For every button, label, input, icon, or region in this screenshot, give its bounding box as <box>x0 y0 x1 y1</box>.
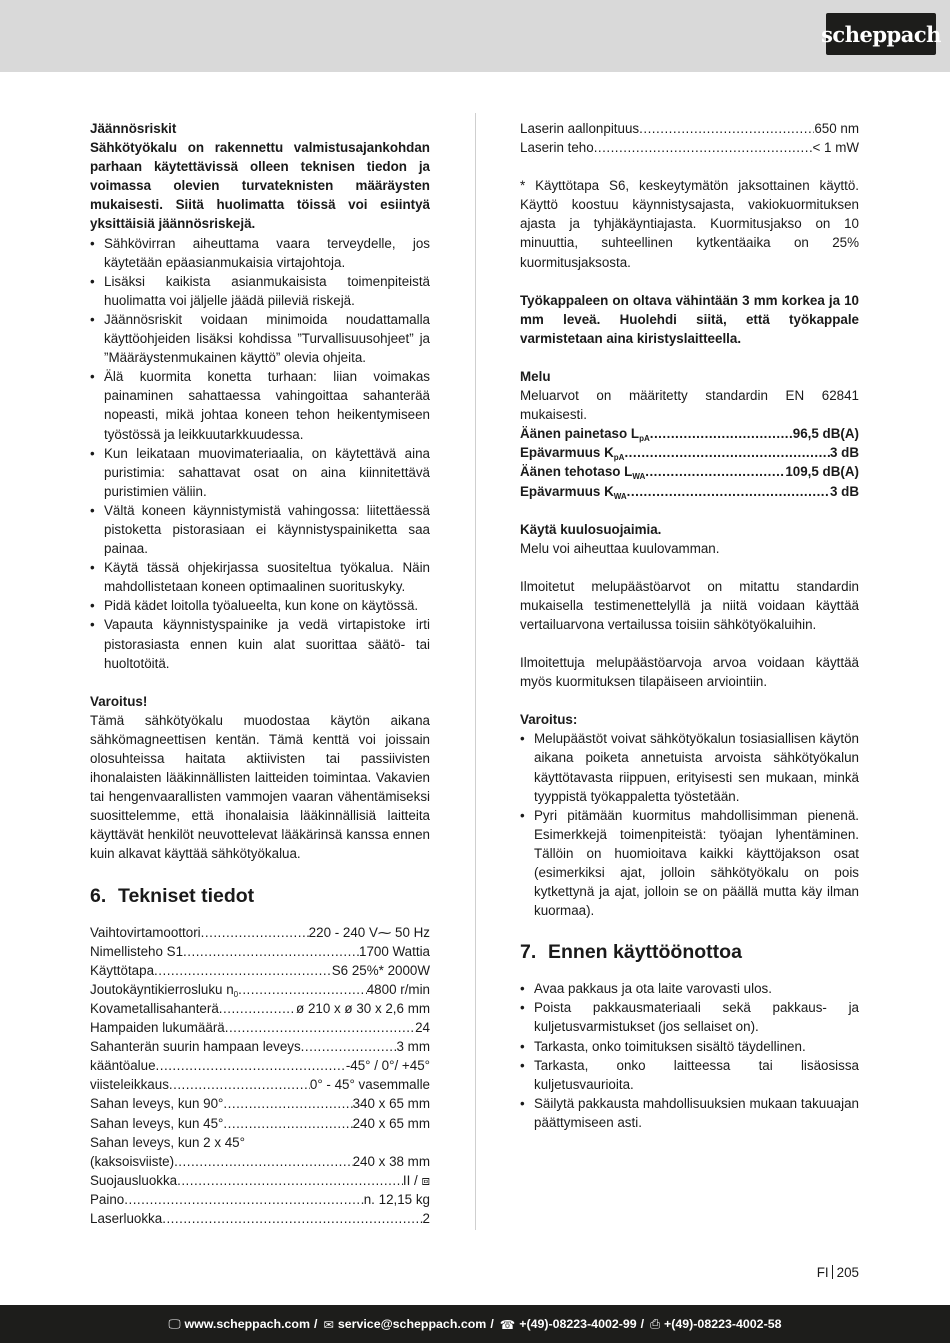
spec-list <box>90 923 430 1229</box>
spec-label: Sahan leveys, kun 2 x 45° <box>90 1134 245 1150</box>
spec-label: Laserin aallonpituus <box>520 121 640 136</box>
spec-value: ø 210 x ø 30 x 2,6 mm <box>296 1000 430 1016</box>
spec-row <box>90 942 430 961</box>
spec-value: 3 dB <box>829 445 859 461</box>
spec-value: 109,5 dB(A) <box>785 464 859 480</box>
spec-row <box>90 1209 430 1228</box>
spec-label: Äänen painetaso $L_{pA}$ <box>520 426 650 444</box>
spec-value: 650 nm <box>814 121 859 136</box>
list-item: • Jäännösriskit voidaan minimoida noudattamalla käyttöohjeiden lisäksi kohdissa ”Turvallisuusohjeet” ja ”Määräystenmukainen käyttö” olevia ohjeita. <box>90 310 430 367</box>
section-heading-startup <box>520 939 859 965</box>
hearing-text: Melu voi aiheuttaa kuulovamman. <box>520 540 720 556</box>
spec-row <box>90 999 430 1018</box>
spec-value: 3 dB <box>829 483 859 499</box>
spec-label: Paino <box>90 1191 125 1207</box>
operating-mode-footnote: * Käyttötapa S6, keskeytymätön jaksottainen käyttö. Käyttö koostuu käynnistysajasta, vakiokuormituksen ajasta ja tyhjäkäyntiajasta. Kuormitusjakso on 10 minuuttia, suhteellinen kytkentäaika on 25% kuormitusjaksosta. <box>520 178 859 270</box>
spec-label: Äänen tehotaso $L_{WA}$ <box>520 464 646 482</box>
emf-warning-title: Varoitus! <box>90 693 148 709</box>
spec-row <box>90 1075 430 1094</box>
residual-title: Jäännösriskit <box>90 121 177 136</box>
spec-value: 0° - 45° vasemmalle <box>309 1077 430 1093</box>
hearing-title: Käytä kuulosuojaimia. <box>520 521 662 537</box>
spec-value: 4800 r/min <box>366 981 430 997</box>
list-item: • Pyri pitämään kuormitus mahdollisimman pienenä. Esimerkkejä toimenpiteistä: työajan lyhentäminen. Tällöin on huomioitava kaikki käyttöjakson osat (esimerkiksi ajat, jolloin sähkötyökalu on pois kytkettynä ja ajat, jolloin se on päällä mutta käy ilman kuormaa). <box>520 806 859 921</box>
spec-label: Laserin teho <box>520 140 594 156</box>
spec-value: 2 <box>422 1210 430 1226</box>
spec-row <box>520 138 859 157</box>
page-number <box>790 1265 859 1280</box>
header-bar <box>0 0 950 72</box>
spec-label: Sahanterän suurin hampaan leveys <box>90 1039 301 1055</box>
spec-value: -45° / 0°/ +45° <box>345 1058 430 1074</box>
spec-value: 1700 Wattia <box>359 943 430 959</box>
noise-para-1: Ilmoitetut melupäästöarvot on mitattu standardin mukaisella testimenettelyllä ja niitä voidaan käyttää vertailuarvona vertailussa toisiin sähkötyökaluihin. <box>520 578 859 632</box>
spec-label: Vaihtovirtamoottori <box>90 924 201 940</box>
spec-label: Kovametallisahanterä <box>90 1000 219 1016</box>
section-heading-tech <box>90 883 430 909</box>
spec-label: Laserluokka <box>90 1210 163 1226</box>
spec-label: Suojausluokka <box>90 1172 178 1188</box>
list-item: • Käytä tässä ohjekirjassa suositeltua työkalua. Näin mahdollistetaan koneen optimaalinen suorituskyky. <box>90 558 430 596</box>
spec-row <box>90 1190 430 1209</box>
spec-value: II / ⧈ <box>402 1172 430 1188</box>
section-title: Tekniset tiedot <box>118 884 255 907</box>
spec-label: Epävarmuus $K_{WA}$ <box>520 483 627 501</box>
spec-row <box>90 961 430 980</box>
noise-para-2: Ilmoitettuja melupäästöarvoja arvoa voidaan käyttää myös kuormituksen tilapäiseen arviointiin. <box>520 655 859 690</box>
list-item: • Sähkövirran aiheuttama vaara terveydelle, jos käytetään epäasianmukaisia virtajohtoja. <box>90 234 430 272</box>
list-item: • Älä kuormita konetta turhaan: liian voimakas painaminen sahattaessa vahingoittaa sahanterää nopeasti, mikä johtaa koneen tehon heikentymiseen työstössä ja leikkuutarkkuudessa. <box>90 367 430 443</box>
spec-row <box>90 1018 430 1037</box>
footer-fax: +(49)-08223-4002-58 <box>664 1317 782 1331</box>
residual-list <box>90 234 430 673</box>
list-item: • Avaa pakkaus ja ota laite varovasti ulos. <box>520 979 859 998</box>
phone-icon: ☎ <box>499 1316 516 1332</box>
emf-warning-text: Tämä sähkötyökalu muodostaa käytön aikana sähkömagneettisen kentän. Tämä kenttä voi joissain olosuhteissa haitata aktiivisten tai passiivisten ihonalaisten lääkinnällisten laitteiden toimintaa. Vakavien tai hengenvaarallisten vammojen vaaran vähentämiseksi suosittelemme, että ihonalaisia lääkinnällisiä laitteita käyttävät henkilöt neuvottelevat lääkärinsä kanssa ennen kuin alkavat käyttää sähkötyökalua. <box>90 712 430 862</box>
list-item: • Melupäästöt voivat sähkötyökalun tosiasiallisen käytön aikana poiketa annetuista arvoista sähkötyökalun käyttötavasta riippuen, erityisesti sen mukaan, minkä tyyppistä työkappaletta työstetään. <box>520 729 859 805</box>
section-number: 7. <box>520 941 537 964</box>
noise-row <box>520 443 859 462</box>
spec-row <box>520 119 859 138</box>
mail-icon: ✉ <box>323 1316 334 1332</box>
spec-value: n. 12,15 kg <box>363 1191 430 1207</box>
spec-label: viisteleikkaus <box>90 1077 169 1093</box>
footer-bar: 🖵 www.scheppach.com / ✉ service@scheppach.com / ☎ +(49)-08223-4002-99 / ⎙ +(49)-08223-4002-58 <box>0 1305 950 1343</box>
spec-value: 340 x 65 mm <box>352 1096 430 1112</box>
spec-row <box>90 1171 430 1190</box>
fax-icon: ⎙ <box>650 1316 661 1331</box>
spec-label: Joutokäyntikierrosluku $n_0$ <box>90 981 239 999</box>
spec-label: Nimellisteho S1 <box>90 943 184 959</box>
spec-row <box>90 1152 430 1171</box>
list-item: • Poista pakkausmateriaali sekä pakkaus- ja kuljetusvarmistukset (jos sellaiset on). <box>520 998 859 1036</box>
noise-row <box>520 462 859 481</box>
column-divider <box>475 113 476 1230</box>
left-column <box>90 119 430 1228</box>
spec-label: Hampaiden lukumäärä <box>90 1020 225 1036</box>
footer-web[interactable]: www.scheppach.com <box>184 1317 311 1331</box>
spec-value: 3 mm <box>396 1039 430 1055</box>
computer-icon: 🖵 <box>168 1316 181 1331</box>
spec-label: Sahan leveys, kun 90° <box>90 1096 224 1112</box>
spec-label: Käyttötapa <box>90 962 155 978</box>
spec-row <box>90 1037 430 1056</box>
scheppach-logo: scheppach <box>826 13 936 55</box>
spec-value: < 1 mW <box>812 140 859 156</box>
noise-title: Melu <box>520 368 551 384</box>
page-lang: FI <box>816 1265 829 1280</box>
footer-email[interactable]: service@scheppach.com <box>337 1317 487 1331</box>
spec-label: Sahan leveys, kun 45° <box>90 1115 224 1131</box>
residual-intro: Sähkötyökalu on rakennettu valmistusajankohdan parhaan käytettävissä olleen teknisen tiedon ja voimassa olevien turvateknisten määräysten mukaisesti. Siitä huolimatta töissä voi esiintyä yksittäisiä jäännösriskejä. <box>90 140 430 232</box>
list-item: • Tarkasta, onko toimituksen sisältö täydellinen. <box>520 1037 859 1056</box>
noise-warning-title: Varoitus: <box>520 712 578 728</box>
list-item: • Tarkasta, onko laitteessa tai lisäosissa kuljetusvaurioita. <box>520 1056 859 1094</box>
spec-value: 240 x 65 mm <box>352 1115 430 1131</box>
workpiece-note: Työkappaleen on oltava vähintään 3 mm korkea ja 10 mm leveä. Huolehdi siitä, että työkappale varmistetaan aina kiristyslaitteella. <box>520 292 859 346</box>
spec-value: 240 x 38 mm <box>352 1153 430 1169</box>
spec-label: Epävarmuus $K_{pA}$ <box>520 445 625 463</box>
footer-phone: +(49)-08223-4002-99 <box>519 1317 637 1331</box>
spec-value: 96,5 dB(A) <box>792 426 859 442</box>
page-num: 205 <box>836 1265 859 1280</box>
list-item: • Pidä kädet loitolla työalueelta, kun kone on käytössä. <box>90 596 430 615</box>
startup-list <box>520 979 859 1132</box>
noise-warning-list <box>520 729 859 920</box>
spec-label: (kaksoisviiste) <box>90 1153 175 1169</box>
spec-row <box>90 980 430 999</box>
noise-row <box>520 424 859 443</box>
list-item: • Vältä koneen käynnistymistä vahingossa: liitettäessä pistoketta pistorasiaan ei käynnistyspainiketta saa painaa. <box>90 501 430 558</box>
section-title: Ennen käyttöönottoa <box>548 941 742 964</box>
section-number: 6. <box>90 884 107 907</box>
right-column <box>520 119 859 1132</box>
noise-row <box>520 482 859 501</box>
spec-row <box>90 923 430 942</box>
spec-value: S6 25%* 2000W <box>331 962 430 978</box>
spec-row <box>90 1114 430 1133</box>
list-item: • Lisäksi kaikista asianmukaisista toimenpiteistä huolimatta voi jäljelle jäädä piileviä riskejä. <box>90 272 430 310</box>
spec-label: kääntöalue <box>90 1058 156 1074</box>
spec-value: 24 <box>415 1020 430 1036</box>
spec-value: 220 - 240 V⁓ 50 Hz <box>308 924 430 940</box>
list-item: • Säilytä pakkausta mahdollisuuksien mukaan takuuajan päättymiseen asti. <box>520 1094 859 1132</box>
spec-row <box>90 1094 430 1113</box>
spec-row <box>90 1056 430 1075</box>
noise-text: Meluarvot on määritetty standardin EN 62841 mukaisesti. <box>520 388 859 423</box>
list-item: • Vapauta käynnistyspainike ja vedä virtapistoke irti pistorasiasta ennen kuin alat suorittaa säätö- tai huoltotöitä. <box>90 615 430 672</box>
list-item: • Kun leikataan muovimateriaalia, on käytettävä aina puristimia: sahattavat osat on aina kiinnitettävä puristimien väliin. <box>90 444 430 501</box>
